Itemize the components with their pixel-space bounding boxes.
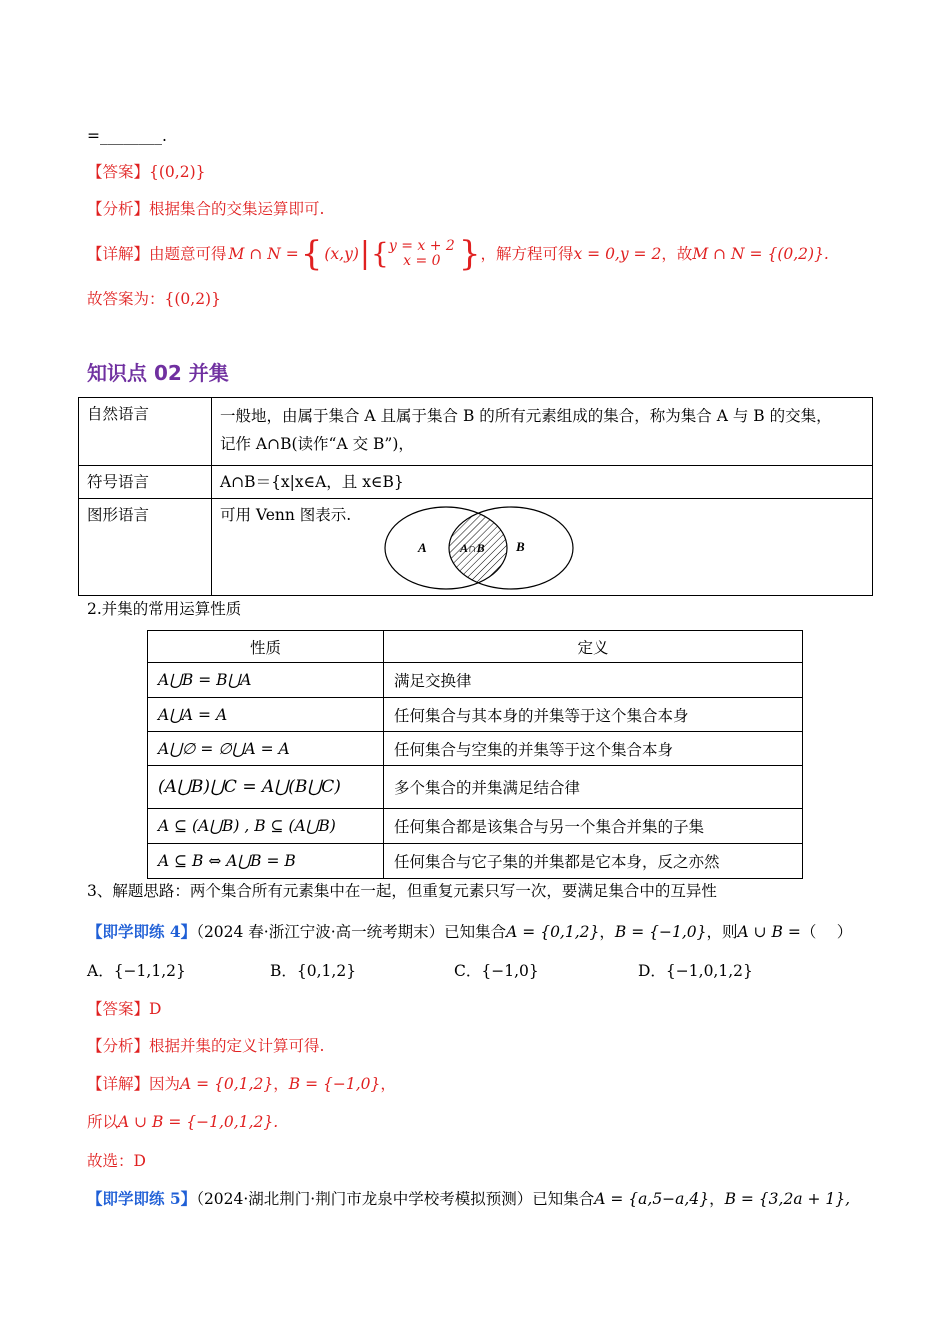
option-a[interactable]: A．{−1,1,2}	[87, 962, 186, 980]
header-property: 性质	[148, 631, 384, 663]
separator: ，	[599, 923, 615, 941]
venn-label-b: B	[516, 539, 525, 554]
content-line-2: 记作 A∩B(读作“A 交 B”)，	[220, 435, 414, 453]
definition-cell: 满足交换律	[384, 663, 803, 698]
property-cell: A⋃A = A	[148, 698, 384, 732]
option-d[interactable]: D．{−1,0,1,2}	[638, 962, 753, 980]
analysis-text: 根据并集的定义计算可得.	[149, 1037, 325, 1055]
table-row	[148, 809, 803, 844]
detail-tag: 【详解】	[87, 1075, 150, 1093]
table-row-graphic	[79, 499, 873, 596]
row-content: A∩B＝{x|x∈A，且 x∈B}	[212, 466, 873, 499]
row-label: 符号语言	[79, 466, 212, 499]
property-cell: A ⊆ B ⇔ A⋃B = B	[148, 844, 384, 879]
detail-mid: ，解方程可得	[480, 245, 574, 263]
exercise-source: （2024 春·浙江宁波·高一统考期末）已知集合	[196, 923, 507, 941]
answer-text: {(0,2)}	[149, 163, 206, 181]
exercise-tag: 【即学即练 5】	[87, 1189, 197, 1208]
answer-tag: 【答案】	[87, 1000, 150, 1018]
detail-end: ，	[380, 1075, 396, 1093]
separator: ，	[709, 1190, 725, 1208]
definition-cell: 任何集合与它子集的并集都是它本身，反之亦然	[384, 844, 803, 879]
venn-label-intersection: A∩B	[460, 541, 485, 555]
analysis-1	[87, 199, 324, 219]
detail-set-a: A = {0,1,2}	[180, 1075, 274, 1093]
row-content	[212, 398, 873, 466]
detail-expr: M ∩ N =	[228, 245, 299, 263]
definition-cell: 任何集合与其本身的并集等于这个集合本身	[384, 698, 803, 732]
option-c[interactable]: C．{−1,0}	[454, 962, 539, 980]
set-variable: (x,y)	[324, 245, 359, 263]
table-row-symbol	[79, 466, 873, 499]
exercise-tag: 【即学即练 4】	[87, 922, 197, 941]
answer-paren: （ ）	[800, 923, 853, 941]
row-label: 图形语言	[79, 499, 212, 596]
detail-result: M ∩ N = {(0,2)}.	[692, 245, 829, 263]
definition-cell: 多个集合的并集满足结合律	[384, 766, 803, 809]
option-b[interactable]: B．{0,1,2}	[270, 962, 357, 980]
section-2-title: 2.并集的常用运算性质	[87, 600, 242, 618]
detail-solution: x = 0,y = 2	[573, 245, 662, 263]
final-answer-1: 故答案为：{(0,2)}	[87, 290, 221, 308]
exercise-source: （2024·湖北荆门·荆门市龙泉中学校考模拟预测）已知集合	[196, 1190, 595, 1208]
detail-pre: 由题意可得	[149, 245, 227, 263]
analysis-4	[87, 1036, 324, 1056]
conclusion-expr: A ∪ B = {−1,0,1,2}.	[118, 1113, 279, 1131]
left-brace: {	[300, 234, 323, 274]
analysis-tag: 【分析】	[87, 200, 150, 218]
fill-blank-line: =________.	[87, 127, 167, 145]
target-expr: A ∪ B =	[737, 923, 801, 941]
row-label: 自然语言	[79, 398, 212, 466]
answer-text: D	[149, 1000, 162, 1018]
detail-pre: 因为	[149, 1075, 181, 1093]
union-properties-table	[147, 630, 803, 879]
conclusion-pre: 所以	[87, 1113, 119, 1131]
choice-4: 故选：D	[87, 1152, 146, 1170]
definition-cell: 任何集合都是该集合与另一个集合并集的子集	[384, 809, 803, 844]
detail-post: ，故	[661, 245, 693, 263]
answer-1	[87, 162, 205, 182]
table-row-natural	[79, 398, 873, 466]
definition-table	[78, 397, 873, 596]
answer-4	[87, 999, 161, 1019]
set-bar: |	[359, 236, 371, 271]
analysis-tag: 【分析】	[87, 1037, 150, 1055]
table-header-row	[148, 631, 803, 663]
venn-label-a: A	[418, 540, 427, 555]
section-3-text: 3、解题思路：两个集合所有元素集中在一起，但重复元素只写一次，要满足集合中的互异性	[87, 882, 717, 900]
table-row	[148, 732, 803, 766]
conclusion-4	[87, 1112, 278, 1132]
detail-sep: ，	[273, 1075, 289, 1093]
system-brace: {	[371, 237, 389, 270]
venn-diagram	[384, 505, 580, 591]
analysis-text: 根据集合的交集运算即可.	[149, 200, 325, 218]
detail-1	[87, 236, 829, 272]
row-content	[212, 499, 873, 596]
header-definition: 定义	[384, 631, 803, 663]
set-a: A = {0,1,2}	[506, 923, 600, 941]
content-line-1: 一般地，由属于集合 A 且属于集合 B 的所有元素组成的集合，称为集合 A 与 B 的交集，	[220, 407, 832, 425]
property-cell: A ⊆ (A⋃B) , B ⊆ (A⋃B)	[148, 809, 384, 844]
section-heading: 知识点 02 并集	[87, 361, 229, 385]
property-cell: A⋃B = B⋃A	[148, 663, 384, 698]
table-row	[148, 663, 803, 698]
definition-cell: 任何集合与空集的并集等于这个集合本身	[384, 732, 803, 766]
set-a: A = {a,5−a,4}	[594, 1190, 710, 1208]
set-b: B = {−1,0}	[614, 923, 707, 941]
graphic-text: 可用 Venn 图表示.	[220, 506, 352, 524]
ask-text: ，则	[706, 923, 738, 941]
exercise-4	[87, 922, 852, 942]
detail-set-b: B = {−1,0}	[288, 1075, 381, 1093]
table-row	[148, 766, 803, 809]
equation-system	[389, 239, 455, 269]
table-row	[148, 698, 803, 732]
exercise-5	[87, 1189, 850, 1209]
property-cell: (A⋃B)⋃C = A⋃(B⋃C)	[148, 766, 384, 809]
equation-top: y = x + 2	[388, 238, 455, 254]
detail-4	[87, 1074, 396, 1094]
right-brace: }	[458, 234, 481, 274]
set-b: B = {3,2a + 1},	[724, 1190, 851, 1208]
answer-tag: 【答案】	[87, 163, 150, 181]
table-row	[148, 844, 803, 879]
property-cell: A⋃∅ = ∅⋃A = A	[148, 732, 384, 766]
equation-bottom: x = 0	[403, 253, 441, 269]
detail-tag: 【详解】	[87, 245, 150, 263]
